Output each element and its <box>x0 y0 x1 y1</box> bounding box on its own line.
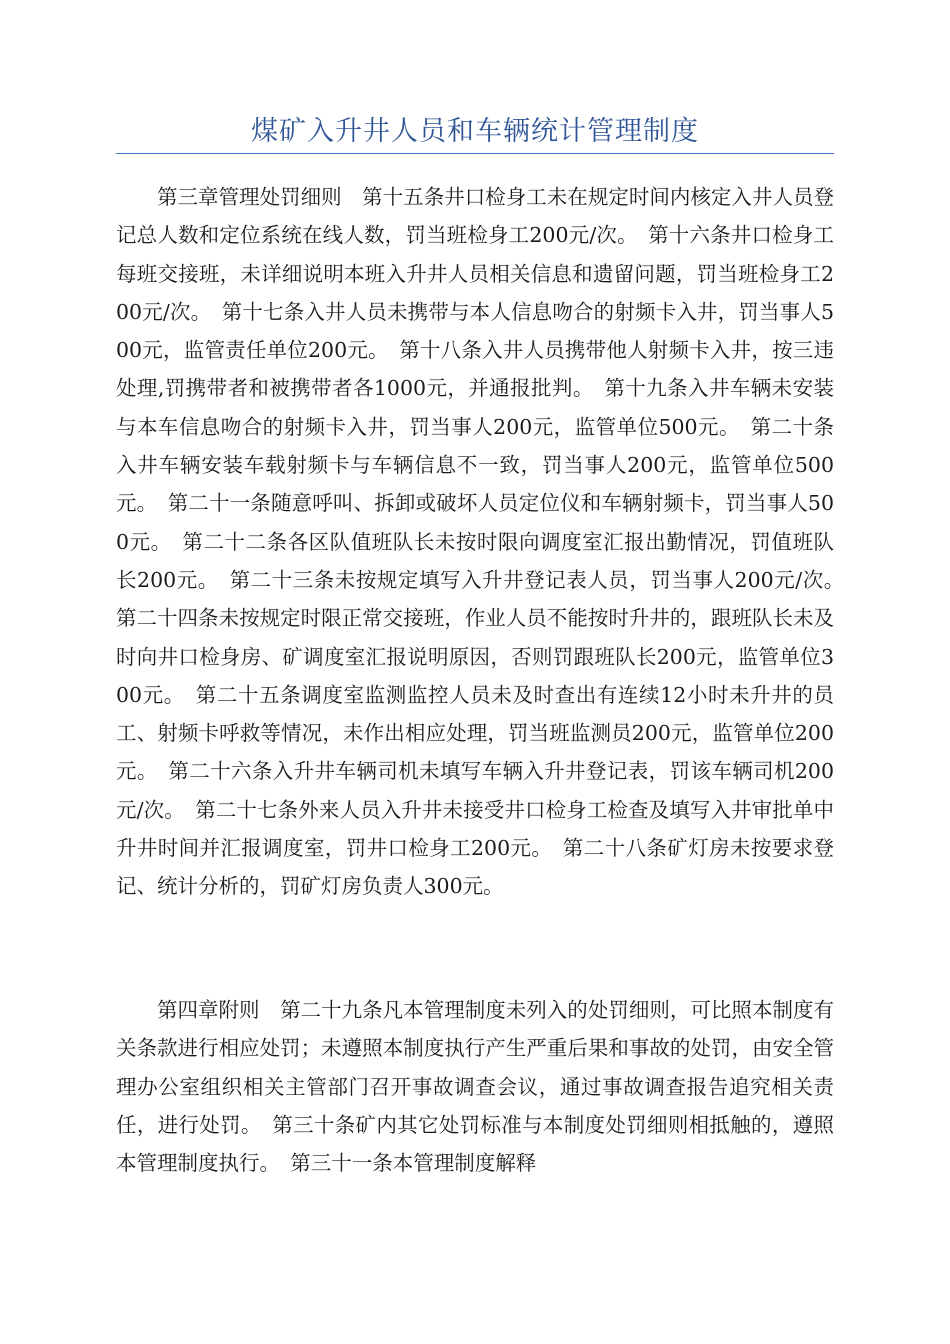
title-underline <box>116 153 834 154</box>
document-title: 煤矿入升井人员和车辆统计管理制度 <box>251 116 699 147</box>
chapter-4-paragraph: 第四章附则 第二十九条凡本管理制度未列入的处罚细则，可比照本制度有关条款进行相应处罚；未遵照本制度执行产生严重后果和事故的处罚，由安全管理办公室组织相关主管部门召开事故调查会议，通过事故调查报告追究相关责任，进行处罚。 第三十条矿内其它处罚标准与本制度处罚细则相抵触的，遵照本管理制度执行。 第三十一条本管理制度解释 <box>116 998 834 1176</box>
chapter-3-paragraph: 第三章管理处罚细则 第十五条井口检身工未在规定时间内核定入井人员登记总人数和定位系统在线人数，罚当班检身工200元/次。 第十六条井口检身工每班交接班，未详细说明本班入升井人员相关信息和遗留问题，罚当班检身工200元/次。 第十七条入井人员未携带与本人信息吻合的射频卡入井，罚当事人500元，监管责任单位200元。 第十八条入井人员携带他人射频卡入井，按三违处理,罚携带者和被携带者各1000元，并通报批判。 第十九条入井车辆未安装与本车信息吻合的射频卡入井，罚当事人200元，监管单位500元。 第二十条入井车辆安装车载射频卡与车辆信息不一致，罚当事人200元，监管单位500元。 第二十一条随意呼叫、拆卸或破坏人员定位仪和车辆射频卡，罚当事人500元。 第二十二条各区队值班队长未按时限向调度室汇报出勤情况，罚值班队长200元。 第二十三条未按规定填写入升井登记表人员，罚当事人200元/次。 第二十四条未按规定时限正常交接班，作业人员不能按时升井的，跟班队长未及时向井口检身房、矿调度室汇报说明原因，否则罚跟班队长200元，监管单位300元。 第二十五条调度室监测监控人员未及时查出有连续12小时未升井的员工、射频卡呼救等情况，未作出相应处理，罚当班监测员200元，监管单位200元。 第二十六条入升井车辆司机未填写车辆入升井登记表，罚该车辆司机200元/次。 第二十七条外来人员入升井未接受井口检身工检查及填写入井审批单中升井时间并汇报调度室，罚井口检身工200元。 第二十八条矿灯房未按要求登记、统计分析的，罚矿灯房负责人300元。 <box>116 185 855 899</box>
